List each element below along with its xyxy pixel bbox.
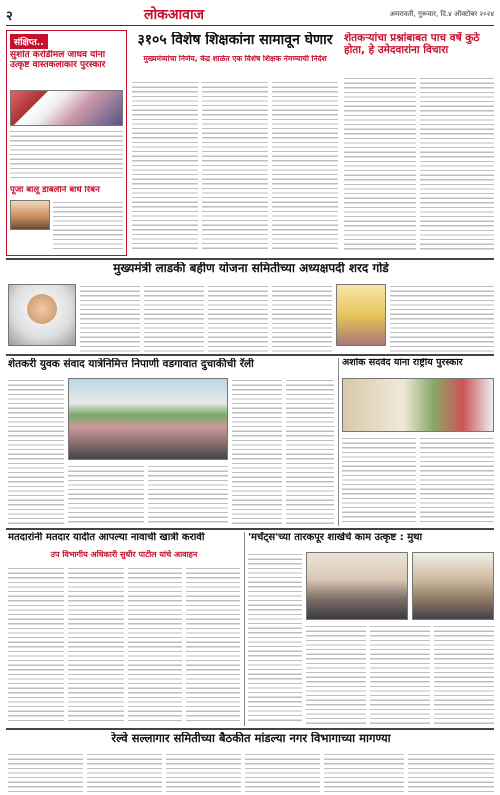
railway-story-body-col3 — [166, 752, 241, 792]
divider — [6, 258, 494, 260]
branch-story-photo1 — [306, 552, 408, 620]
award-story-photo — [342, 378, 494, 432]
column-rule — [338, 358, 339, 526]
railway-story-body-col1 — [8, 752, 83, 792]
voter-story-body-col2 — [68, 566, 124, 724]
voter-story-body-col1 — [8, 566, 64, 724]
sidebar-story1-body — [10, 129, 123, 181]
railway-story-body-col6 — [408, 752, 494, 792]
railway-story-body-col4 — [245, 752, 320, 792]
railway-story-body-col2 — [87, 752, 162, 792]
branch-story-body-col1 — [248, 552, 302, 724]
top-story-body-col2 — [202, 80, 268, 250]
right-story-body-col2 — [420, 76, 494, 252]
right-story-body-col1 — [344, 76, 416, 252]
scheme-story-body-col1 — [80, 284, 140, 352]
page-number: २ — [6, 8, 13, 24]
rally-story-body-col1 — [8, 378, 64, 524]
rally-story-body-col2 — [68, 464, 144, 524]
scheme-story-body-col4 — [272, 284, 332, 352]
scheme-story-body-col5 — [390, 284, 494, 352]
award-story-headline: अशोक सदवेद यांना राष्ट्रीय पुरस्कार — [342, 358, 463, 368]
divider — [6, 728, 494, 730]
rally-story-body-col4 — [232, 378, 282, 524]
scheme-story-photo2 — [336, 284, 386, 346]
award-story-body-col2 — [420, 436, 494, 524]
masthead-logo: लोकआवाज — [144, 7, 204, 23]
scheme-story-photo — [8, 284, 76, 346]
sidebar-tag: संक्षिप्त.. — [10, 34, 48, 49]
voter-story-headline: मतदारांनी मतदार यादीत आपल्या नावाची खात्री करावी — [8, 532, 205, 543]
rally-story-headline: शेतकरी युवक संवाद यात्रेनिमित्त निपाणी वडगावात दुचाकीची रॅली — [8, 358, 254, 370]
railway-story-headline: रेल्वे सल्लागार समितीच्या बैठकीत मांडल्या नगर विभागाच्या मागण्या — [111, 732, 391, 745]
rally-story-photo — [68, 378, 228, 460]
voter-story-body-col3 — [128, 566, 182, 724]
sidebar-story1-photo — [10, 90, 123, 126]
scheme-story-body-col2 — [144, 284, 204, 352]
divider — [6, 528, 494, 530]
branch-story-headline: 'मर्चंट्स'च्या तारकपूर शाखेचे काम उत्कृष्ट : मुथा — [248, 532, 423, 543]
sidebar-story2-headline: पूजा बालू डाबलीने बांधे रिबन — [10, 186, 100, 195]
dateline: अमरावती, गुरूवार, दि.४ ऑक्टोबर २०२४ — [389, 10, 494, 18]
scheme-story-headline: मुख्यमंत्री लाडकी बहीण योजना समितीच्या अध्यक्षपदी शरद गोडे — [113, 262, 389, 275]
branch-story-photo2 — [412, 552, 494, 620]
right-story-headline: शेतकऱ्यांचा प्रश्नांबाबत पाच वर्षे कुठे होता, हे उमेदवारांना विचारा — [344, 32, 480, 57]
railway-story-body-col5 — [324, 752, 404, 792]
divider — [6, 354, 494, 356]
sidebar-story2-body — [53, 200, 123, 252]
rally-story-body-col3 — [148, 464, 228, 524]
branch-story-body-col3 — [370, 624, 430, 724]
sidebar-story2-photo — [10, 200, 50, 230]
voter-story-body-col4 — [186, 566, 240, 724]
top-story-subhead: मुख्यमंत्र्यांचा निर्णय, केंद्र शाळेत एक विशेष शिक्षक नेमण्याची निर्देश — [143, 55, 327, 63]
sidebar-story1-headline: सुशांत करोडीमल जाधव यांना उत्कृष्ट वास्तकलाकार पुरस्कार — [10, 50, 106, 71]
award-story-body-col1 — [342, 436, 416, 524]
branch-story-body-col4 — [434, 624, 494, 724]
top-story-body-col1 — [132, 80, 198, 250]
branch-story-body-col2 — [306, 624, 366, 724]
top-story-headline: ३१०५ विशेष शिक्षकांना सामावून घेणार — [137, 32, 333, 48]
rally-story-body-col5 — [286, 378, 334, 524]
column-rule — [244, 532, 245, 726]
page-header — [6, 4, 494, 26]
voter-story-subhead: उप विभागीय अधिकारी सुधीर पाटील यांचे आवाहन — [50, 550, 198, 559]
scheme-story-body-col3 — [208, 284, 268, 352]
top-story-body-col3 — [272, 80, 338, 250]
